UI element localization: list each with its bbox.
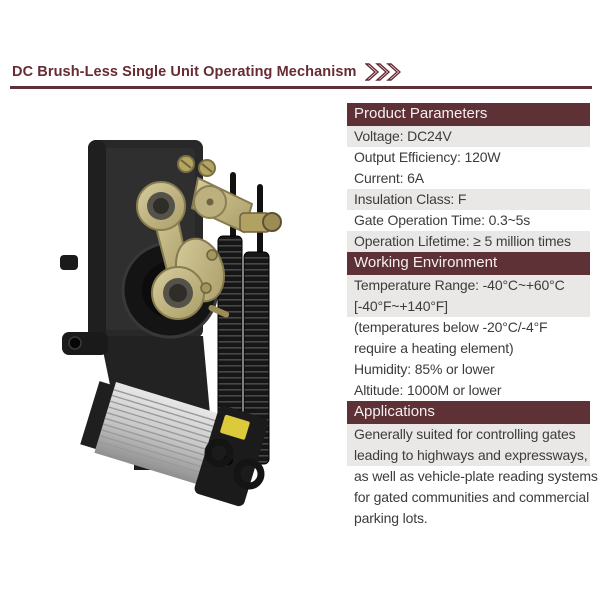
applications-line-3: as well as vehicle-plate reading systems: [354, 468, 598, 484]
section-header-applications: Applications: [347, 401, 590, 424]
param-row-voltage: Voltage: DC24V: [347, 126, 590, 147]
section-header-product-parameters: Product Parameters: [347, 103, 590, 126]
spec-panel: [347, 103, 598, 529]
env-row-temperature-range-f: [-40°F~+140°F]: [347, 296, 590, 317]
param-row-operation-lifetime: Operation Lifetime: ≥ 5 million times: [347, 231, 590, 252]
applications-line-2: leading to highways and expressways,: [347, 445, 590, 466]
param-row-current: Current: 6A: [354, 170, 424, 186]
env-row-altitude: Altitude: 1000M or lower: [354, 382, 502, 398]
applications-line-1: Generally suited for controlling gates: [347, 424, 590, 445]
env-row-heating-note-2: require a heating element): [354, 340, 514, 356]
applications-line-5: parking lots.: [354, 510, 428, 526]
env-row-temperature-range: Temperature Range: -40°C~+60°C: [347, 275, 590, 296]
param-row-gate-operation-time: Gate Operation Time: 0.3~5s: [354, 212, 531, 228]
applications-line-4: for gated communities and commercial: [354, 489, 590, 505]
doc-header: [12, 62, 401, 82]
title-underline: [10, 86, 592, 89]
env-row-heating-note-1: (temperatures below -20°C/-4°F: [354, 319, 548, 335]
section-header-working-environment: Working Environment: [347, 252, 590, 275]
triple-chevron-right-icon: [365, 62, 401, 82]
env-row-humidity: Humidity: 85% or lower: [354, 361, 495, 377]
page-title: DC Brush-Less Single Unit Operating Mechanism: [12, 64, 357, 80]
param-row-output-efficiency: Output Efficiency: 120W: [354, 149, 501, 165]
product-photo: [52, 112, 342, 532]
param-row-insulation-class: Insulation Class: F: [347, 189, 590, 210]
